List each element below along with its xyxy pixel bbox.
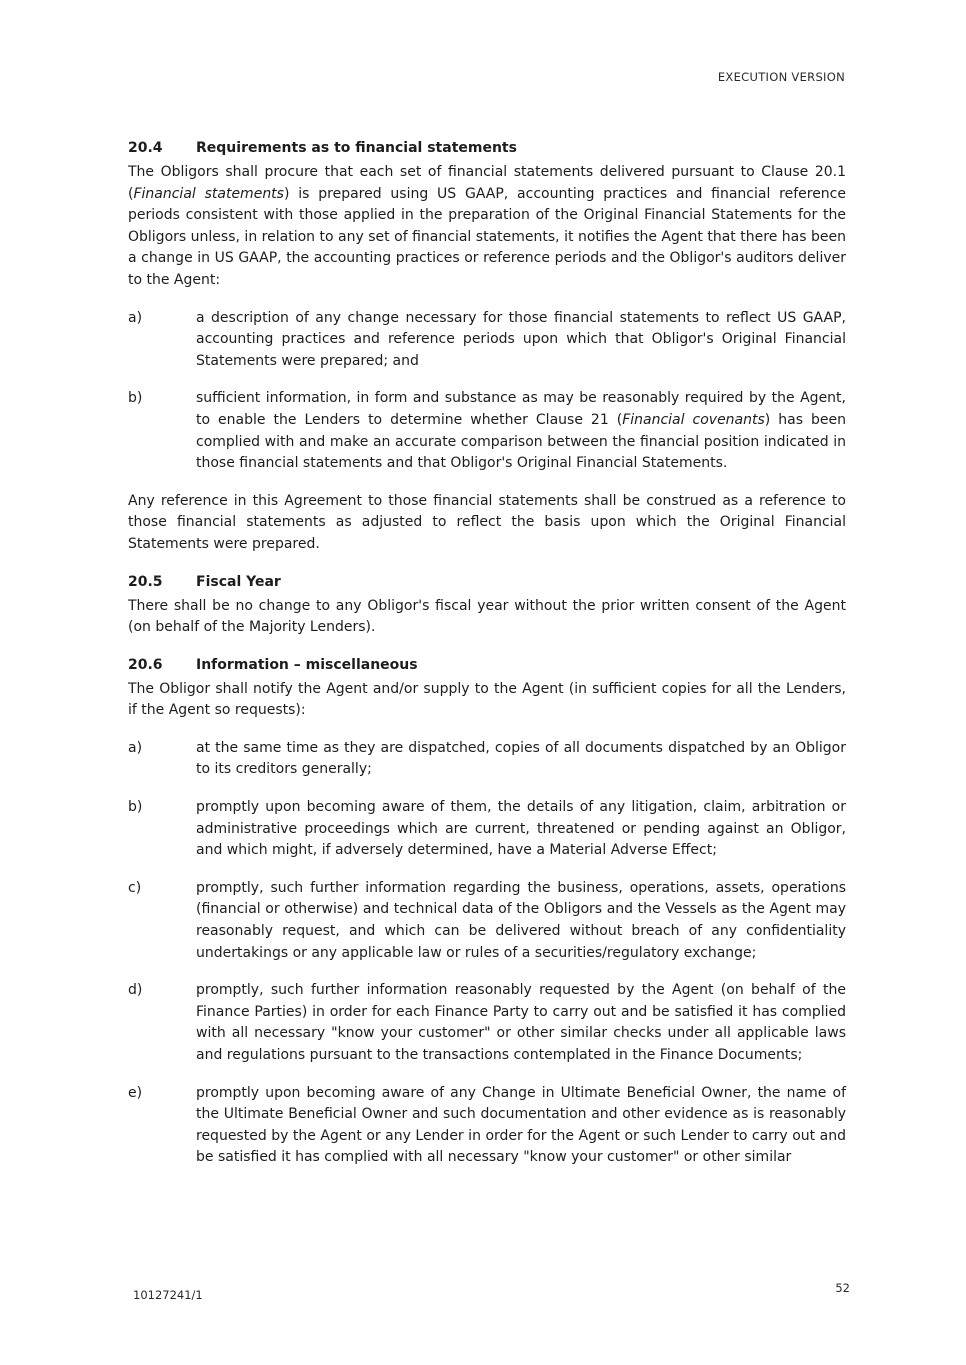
list-text-part: sufficient information, in form and substance as may be reasonably required by the Agent, to enable the Lenders to determine whether Clause 21 ( [196,390,846,428]
list-item [128,388,846,474]
document-body [128,140,846,1169]
list-item [128,878,846,964]
section-20-6-intro: The Obligor shall notify the Agent and/or supply to the Agent (in sufficient copies for all the Lenders, if the Agent so requests): [128,680,846,719]
section-20-4-closing: Any reference in this Agreement to those financial statements shall be construed as a reference to those financial statements as adjusted to reflect the basis upon which the Original Financial Statements were prepared. [128,492,846,552]
section-title: Requirements as to financial statements [196,140,517,156]
list-text-part: ) has been complied with and make an accurate comparison between the financial position indicated in those financial statements and that Obligor's Original Financial Statements. [196,411,846,472]
section-number: 20.4 [128,140,163,156]
list-label: c) [128,879,142,896]
section-title: Information – miscellaneous [196,656,418,673]
section-20-6-heading [128,657,846,673]
list-text: a description of any change necessary for those financial statements to reflect US GAAP, accounting practices and reference periods upon which that Obligor's Original Financial Statements were prepared; and [196,309,846,369]
intro-italic: Financial statements [133,185,284,202]
list-label: a) [128,739,143,756]
list-text: at the same time as they are dispatched, copies of all documents dispatched by an Obligor to its creditors generally; [196,739,846,778]
list-text: promptly upon becoming aware of them, the details of any litigation, claim, arbitration or administrative proceedings which are current, threatened or pending against an Obligor, and which might, if adversely determined, have a Material Adverse Effect; [196,799,846,859]
execution-version-header: EXECUTION VERSION [717,70,845,84]
section-number: 20.6 [128,656,163,673]
list-item [128,738,846,781]
list-label: a) [128,309,143,326]
list-label: b) [128,799,143,816]
list-item [128,980,846,1066]
list-item [128,308,846,373]
page-number: 52 [835,1281,850,1295]
list-label: d) [128,982,143,999]
intro-text-cont: ) is prepared using US GAAP, accounting practices and financial reference periods consistent with those applied in the preparation of the Original Financial Statements for the Obligors unless, in relation to any set of financial statements, it notifies the Agent that there has been a change in US GAAP, the accounting practices or reference periods and the Obligor's auditors deliver to the Agent: [128,185,846,288]
list-text-italic: Financial covenants [622,411,765,428]
list-label: b) [128,390,143,407]
section-number: 20.5 [128,573,163,590]
list-item [128,1083,846,1169]
intro-text: The Obligors shall procure that each set of financial statements delivered pursuant to Clause 20.1 ( [128,164,846,202]
section-20-5-heading [128,574,846,590]
list-text: promptly upon becoming aware of any Change in Ultimate Beneficial Owner, the name of the Ultimate Beneficial Owner and such documentation and other evidence as is reasonably requested by the Agent or any Lender in order for the Agent or such Lender to carry out and be satisfied it has complied with all necessary "know your customer" or other similar [196,1084,846,1166]
list-text: promptly, such further information regarding the business, operations, assets, operations (financial or otherwise) and technical data of the Obligors and the Vessels as the Agent may reasonably request, and which can be delivered without breach of any confidentiality undertakings or any applicable law or rules of a securities/regulatory exchange; [196,879,846,961]
section-title: Fiscal Year [196,573,281,590]
section-20-4-heading [128,140,846,156]
document-id: 10127241/1 [133,1288,203,1302]
list-text [196,388,846,474]
section-20-4-intro [128,162,846,292]
list-label: e) [128,1084,143,1101]
section-20-5-text: There shall be no change to any Obligor's fiscal year without the prior written consent of the Agent (on behalf of the Majority Lenders). [128,597,846,636]
list-item [128,797,846,862]
list-text: promptly, such further information reasonably requested by the Agent (on behalf of the Finance Parties) in order for each Finance Party to carry out and be satisfied it has complied with all necessary "know your customer" or other similar checks under all applicable laws and regulations pursuant to the transactions contemplated in the Finance Documents; [196,982,846,1063]
